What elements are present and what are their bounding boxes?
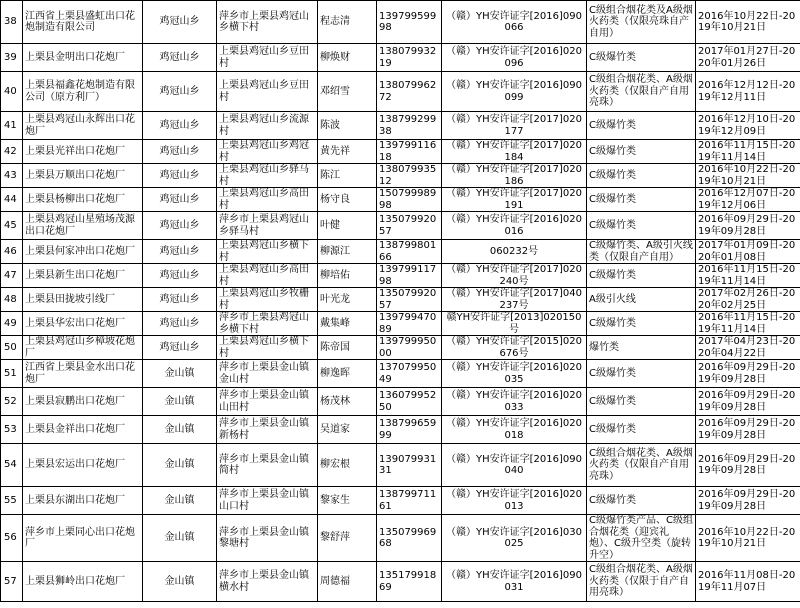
contact-person: 邓绍雪 bbox=[318, 72, 377, 112]
table-row bbox=[1, 288, 800, 312]
license-scope: C级爆竹类产品、C级组合烟花类（迎宾礼炮）、C级升空类（旋转升空） bbox=[587, 515, 696, 562]
company-name: 上栗县福鑫花炮制造有限公司（原方利厂） bbox=[23, 72, 143, 112]
license-scope: 爆竹类 bbox=[587, 336, 696, 360]
contact-person: 叶光龙 bbox=[318, 288, 377, 312]
town: 鸡冠山乡 bbox=[143, 212, 217, 240]
license-scope: C级爆竹类 bbox=[587, 44, 696, 72]
company-name: 江西省上栗县盛虹出口花炮制造有限公司 bbox=[23, 1, 143, 44]
address: 萍乡市上栗县鸡冠山乡横下村 bbox=[217, 1, 318, 44]
license-scope: C级爆竹类 bbox=[587, 487, 696, 515]
license-number: （赣）YH安许证字[2016]020013 bbox=[442, 487, 587, 515]
phone-number: 13517991869 bbox=[377, 562, 442, 602]
validity-period: 2016年09月29日-2019年09月28日 bbox=[696, 212, 800, 240]
validity-period: 2016年12月10日-2019年12月09日 bbox=[696, 112, 800, 140]
company-name: 上栗县新生出口花炮厂 bbox=[23, 264, 143, 288]
contact-person: 黄先祥 bbox=[318, 140, 377, 164]
license-number: （赣）YH安许证字[2017]020191 bbox=[442, 188, 587, 212]
table-row bbox=[1, 44, 800, 72]
license-number: （赣）YH安许证字[2016]020096 bbox=[442, 44, 587, 72]
row-number: 52 bbox=[1, 388, 23, 416]
address: 萍乡市上栗县鸡冠山乡横下村 bbox=[217, 312, 318, 336]
row-number: 47 bbox=[1, 264, 23, 288]
phone-number: 13979911798 bbox=[377, 264, 442, 288]
town: 金山镇 bbox=[143, 416, 217, 444]
address: 萍乡市上栗县鸡冠山乡驿马村 bbox=[217, 212, 318, 240]
validity-period: 2016年10月22日-2019年10月21日 bbox=[696, 164, 800, 188]
town: 金山镇 bbox=[143, 487, 217, 515]
validity-period: 2016年09月29日-2019年09月28日 bbox=[696, 416, 800, 444]
row-number: 42 bbox=[1, 140, 23, 164]
license-scope: C级爆竹类 bbox=[587, 112, 696, 140]
table-row bbox=[1, 1, 800, 44]
license-number: （赣）YH安许证字[2016]020035 bbox=[442, 360, 587, 388]
row-number: 54 bbox=[1, 444, 23, 487]
phone-number: 13807993512 bbox=[377, 164, 442, 188]
phone-number: 13707995049 bbox=[377, 360, 442, 388]
address: 上栗县鸡冠山乡牧栅村 bbox=[217, 288, 318, 312]
validity-period: 2016年12月07日-2019年12月06日 bbox=[696, 188, 800, 212]
license-scope: C级爆竹类 bbox=[587, 140, 696, 164]
town: 鸡冠山乡 bbox=[143, 1, 217, 44]
town: 金山镇 bbox=[143, 562, 217, 602]
license-scope: C级组合烟花类、A级烟火药类（仅限自产自用亮珠） bbox=[587, 72, 696, 112]
validity-period: 2016年12月12日-2019年12月11日 bbox=[696, 72, 800, 112]
row-number: 41 bbox=[1, 112, 23, 140]
contact-person: 陈帝国 bbox=[318, 336, 377, 360]
phone-number: 13907993131 bbox=[377, 444, 442, 487]
contact-person: 叶健 bbox=[318, 212, 377, 240]
town: 鸡冠山乡 bbox=[143, 140, 217, 164]
address: 萍乡市上栗县金山镇山口村 bbox=[217, 487, 318, 515]
company-name: 上栗县华宏出口花炮厂 bbox=[23, 312, 143, 336]
town: 鸡冠山乡 bbox=[143, 288, 217, 312]
license-scope: C级爆竹类 bbox=[587, 264, 696, 288]
validity-period: 2016年09月29日-2019年09月28日 bbox=[696, 444, 800, 487]
license-scope: C级组合烟花类、A级烟火药类（仅限于自产自用亮珠） bbox=[587, 562, 696, 602]
row-number: 51 bbox=[1, 360, 23, 388]
validity-period: 2016年10月22日-2019年10月21日 bbox=[696, 1, 800, 44]
contact-person: 黎舒萍 bbox=[318, 515, 377, 562]
contact-person: 黎家生 bbox=[318, 487, 377, 515]
validity-period: 2017年02月26日-2020年02月25日 bbox=[696, 288, 800, 312]
address: 上栗县鸡冠山乡驿马村 bbox=[217, 164, 318, 188]
validity-period: 2016年09月29日-2019年09月28日 bbox=[696, 487, 800, 515]
company-name: 上栗县光祥出口花炮厂 bbox=[23, 140, 143, 164]
address: 萍乡市上栗县金山镇山田村 bbox=[217, 388, 318, 416]
town: 金山镇 bbox=[143, 388, 217, 416]
company-name: 上栗县寂鹏出口花炮厂 bbox=[23, 388, 143, 416]
row-number: 55 bbox=[1, 487, 23, 515]
table-row bbox=[1, 140, 800, 164]
license-scope: C级爆竹类、A级引火线类（仅限自产自用） bbox=[587, 240, 696, 264]
phone-number: 13979911618 bbox=[377, 140, 442, 164]
license-number: 赣YH安许证字[2013]020150号 bbox=[442, 312, 587, 336]
contact-person: 柳宏根 bbox=[318, 444, 377, 487]
company-name: 上栗县东湖出口花炮厂 bbox=[23, 487, 143, 515]
company-name: 上栗县田拢坡引线厂 bbox=[23, 288, 143, 312]
license-number: （赣）YH安许证字[2017]040237号 bbox=[442, 288, 587, 312]
town: 鸡冠山乡 bbox=[143, 112, 217, 140]
license-scope: C级爆竹类 bbox=[587, 416, 696, 444]
phone-number: 13879965999 bbox=[377, 416, 442, 444]
address: 萍乡市上栗县金山镇新杨村 bbox=[217, 416, 318, 444]
company-name: 上栗县宏运出口花炮厂 bbox=[23, 444, 143, 487]
company-name: 上栗县鸡冠山乡樟坡花炮厂 bbox=[23, 336, 143, 360]
validity-period: 2016年11月15日-2019年11月14日 bbox=[696, 140, 800, 164]
row-number: 57 bbox=[1, 562, 23, 602]
license-scope: C级爆竹类 bbox=[587, 388, 696, 416]
license-number: 060232号 bbox=[442, 240, 587, 264]
phone-number: 13507992057 bbox=[377, 212, 442, 240]
table-row bbox=[1, 312, 800, 336]
town: 金山镇 bbox=[143, 444, 217, 487]
license-number: （赣）YH安许证字[2016]020016 bbox=[442, 212, 587, 240]
license-number: （赣）YH安许证字[2016]090066 bbox=[442, 1, 587, 44]
license-scope: C级爆竹类 bbox=[587, 312, 696, 336]
company-name: 上栗县杨柳出口花炮厂 bbox=[23, 188, 143, 212]
validity-period: 2016年09月29日-2019年09月28日 bbox=[696, 360, 800, 388]
company-name: 上栗县何家冲出口花炮厂 bbox=[23, 240, 143, 264]
contact-person: 陈江 bbox=[318, 164, 377, 188]
license-number: （赣）YH安许证字[2016]090031 bbox=[442, 562, 587, 602]
town: 鸡冠山乡 bbox=[143, 188, 217, 212]
table-row bbox=[1, 487, 800, 515]
license-number: （赣）YH安许证字[2016]090099 bbox=[442, 72, 587, 112]
validity-period: 2017年04月23日-2020年04月22日 bbox=[696, 336, 800, 360]
address: 萍乡市上栗县金山镇横水村 bbox=[217, 562, 318, 602]
table-row bbox=[1, 112, 800, 140]
phone-number: 15079998998 bbox=[377, 188, 442, 212]
license-number: （赣）YH安许证字[2017]020240号 bbox=[442, 264, 587, 288]
table-row bbox=[1, 212, 800, 240]
table-row bbox=[1, 562, 800, 602]
address: 萍乡市上栗县金山镇简村 bbox=[217, 444, 318, 487]
town: 鸡冠山乡 bbox=[143, 264, 217, 288]
license-number: （赣）YH安许证字[2016]020018 bbox=[442, 416, 587, 444]
contact-person: 周德福 bbox=[318, 562, 377, 602]
contact-person: 吴道家 bbox=[318, 416, 377, 444]
town: 金山镇 bbox=[143, 360, 217, 388]
table-row bbox=[1, 264, 800, 288]
contact-person: 程志清 bbox=[318, 1, 377, 44]
contact-person: 柳源江 bbox=[318, 240, 377, 264]
table-row bbox=[1, 416, 800, 444]
phone-number: 13607995250 bbox=[377, 388, 442, 416]
row-number: 56 bbox=[1, 515, 23, 562]
row-number: 40 bbox=[1, 72, 23, 112]
contact-person: 柳培佑 bbox=[318, 264, 377, 288]
license-scope: A级引火线 bbox=[587, 288, 696, 312]
validity-period: 2016年11月15日-2019年11月14日 bbox=[696, 312, 800, 336]
town: 鸡冠山乡 bbox=[143, 312, 217, 336]
validity-period: 2016年11月15日-2019年11月14日 bbox=[696, 264, 800, 288]
validity-period: 2016年10月22日-2019年10月21日 bbox=[696, 515, 800, 562]
town: 鸡冠山乡 bbox=[143, 72, 217, 112]
row-number: 46 bbox=[1, 240, 23, 264]
address: 上栗县鸡冠山乡豆田村 bbox=[217, 72, 318, 112]
table-row bbox=[1, 360, 800, 388]
license-number: （赣）YH安许证字[2017]020177 bbox=[442, 112, 587, 140]
license-scope: C级爆竹类 bbox=[587, 188, 696, 212]
phone-number: 13979959998 bbox=[377, 1, 442, 44]
license-number: （赣）YH安许证字[2016]090040 bbox=[442, 444, 587, 487]
table-row bbox=[1, 188, 800, 212]
address: 上栗县鸡冠山乡高田村 bbox=[217, 188, 318, 212]
row-number: 39 bbox=[1, 44, 23, 72]
phone-number: 13507992057 bbox=[377, 288, 442, 312]
license-scope: C级爆竹类 bbox=[587, 164, 696, 188]
table-row bbox=[1, 240, 800, 264]
phone-number: 13807993219 bbox=[377, 44, 442, 72]
license-number: （赣）YH安许证字[2016]030025 bbox=[442, 515, 587, 562]
license-number: （赣）YH安许证字[2015]020676号 bbox=[442, 336, 587, 360]
table-row bbox=[1, 515, 800, 562]
license-number: （赣）YH安许证字[2016]020033 bbox=[442, 388, 587, 416]
address: 萍乡市上栗县金山镇黎塘村 bbox=[217, 515, 318, 562]
license-number: （赣）YH安许证字[2017]020186 bbox=[442, 164, 587, 188]
company-name: 上栗县万顺出口花炮厂 bbox=[23, 164, 143, 188]
validity-period: 2016年09月29日-2019年09月28日 bbox=[696, 388, 800, 416]
phone-number: 13979947089 bbox=[377, 312, 442, 336]
contact-person: 陈波 bbox=[318, 112, 377, 140]
table-row bbox=[1, 336, 800, 360]
contact-person: 柳焕财 bbox=[318, 44, 377, 72]
row-number: 38 bbox=[1, 1, 23, 44]
license-scope: C级组合烟花类、A级烟火药类（仅限自产自用亮珠） bbox=[587, 444, 696, 487]
validity-period: 2017年01月27日-2020年01月26日 bbox=[696, 44, 800, 72]
table-row bbox=[1, 388, 800, 416]
town: 鸡冠山乡 bbox=[143, 164, 217, 188]
row-number: 44 bbox=[1, 188, 23, 212]
address: 上栗县鸡冠山乡横下村 bbox=[217, 240, 318, 264]
row-number: 49 bbox=[1, 312, 23, 336]
table-row bbox=[1, 164, 800, 188]
address: 上栗县鸡冠山乡流源村 bbox=[217, 112, 318, 140]
address: 上栗县鸡冠山乡横下村 bbox=[217, 336, 318, 360]
table-row bbox=[1, 72, 800, 112]
town: 鸡冠山乡 bbox=[143, 336, 217, 360]
phone-number: 13807996272 bbox=[377, 72, 442, 112]
row-number: 43 bbox=[1, 164, 23, 188]
license-number: （赣）YH安许证字[2017]020184 bbox=[442, 140, 587, 164]
contact-person: 柳逸晖 bbox=[318, 360, 377, 388]
address: 上栗县鸡冠山乡高田村 bbox=[217, 264, 318, 288]
contact-person: 杨茂林 bbox=[318, 388, 377, 416]
license-scope: C级爆竹类 bbox=[587, 360, 696, 388]
validity-period: 2016年11月08日-2019年11月07日 bbox=[696, 562, 800, 602]
company-name: 上栗县鸡冠山星殖场茂源出口花炮厂 bbox=[23, 212, 143, 240]
company-name: 上栗县金明出口花炮厂 bbox=[23, 44, 143, 72]
phone-number: 13879929938 bbox=[377, 112, 442, 140]
company-name: 萍乡市上栗同心出口花炮厂 bbox=[23, 515, 143, 562]
address: 萍乡市上栗县金山镇金山村 bbox=[217, 360, 318, 388]
town: 鸡冠山乡 bbox=[143, 240, 217, 264]
phone-number: 13507996968 bbox=[377, 515, 442, 562]
table-body bbox=[1, 1, 800, 602]
address: 上栗县鸡冠山乡鸡冠村 bbox=[217, 140, 318, 164]
phone-number: 13879971161 bbox=[377, 487, 442, 515]
license-scope: C级组合烟花类及A级烟火药类（仅限亮珠自产自用） bbox=[587, 1, 696, 44]
phone-number: 13979995000 bbox=[377, 336, 442, 360]
company-name: 江西省上栗县金水出口花炮厂 bbox=[23, 360, 143, 388]
contact-person: 戴集峰 bbox=[318, 312, 377, 336]
validity-period: 2017年01月09日-2020年01月08日 bbox=[696, 240, 800, 264]
table-row bbox=[1, 444, 800, 487]
phone-number: 13879980166 bbox=[377, 240, 442, 264]
company-name: 上栗县狮岭出口花炮厂 bbox=[23, 562, 143, 602]
license-scope: C级爆竹类 bbox=[587, 212, 696, 240]
row-number: 45 bbox=[1, 212, 23, 240]
contact-person: 杨守良 bbox=[318, 188, 377, 212]
company-name: 上栗县金祥出口花炮厂 bbox=[23, 416, 143, 444]
company-name: 上栗县鸡冠山永辉出口花炮厂 bbox=[23, 112, 143, 140]
town: 金山镇 bbox=[143, 515, 217, 562]
town: 鸡冠山乡 bbox=[143, 44, 217, 72]
row-number: 48 bbox=[1, 288, 23, 312]
row-number: 53 bbox=[1, 416, 23, 444]
address: 上栗县鸡冠山乡豆田村 bbox=[217, 44, 318, 72]
row-number: 50 bbox=[1, 336, 23, 360]
